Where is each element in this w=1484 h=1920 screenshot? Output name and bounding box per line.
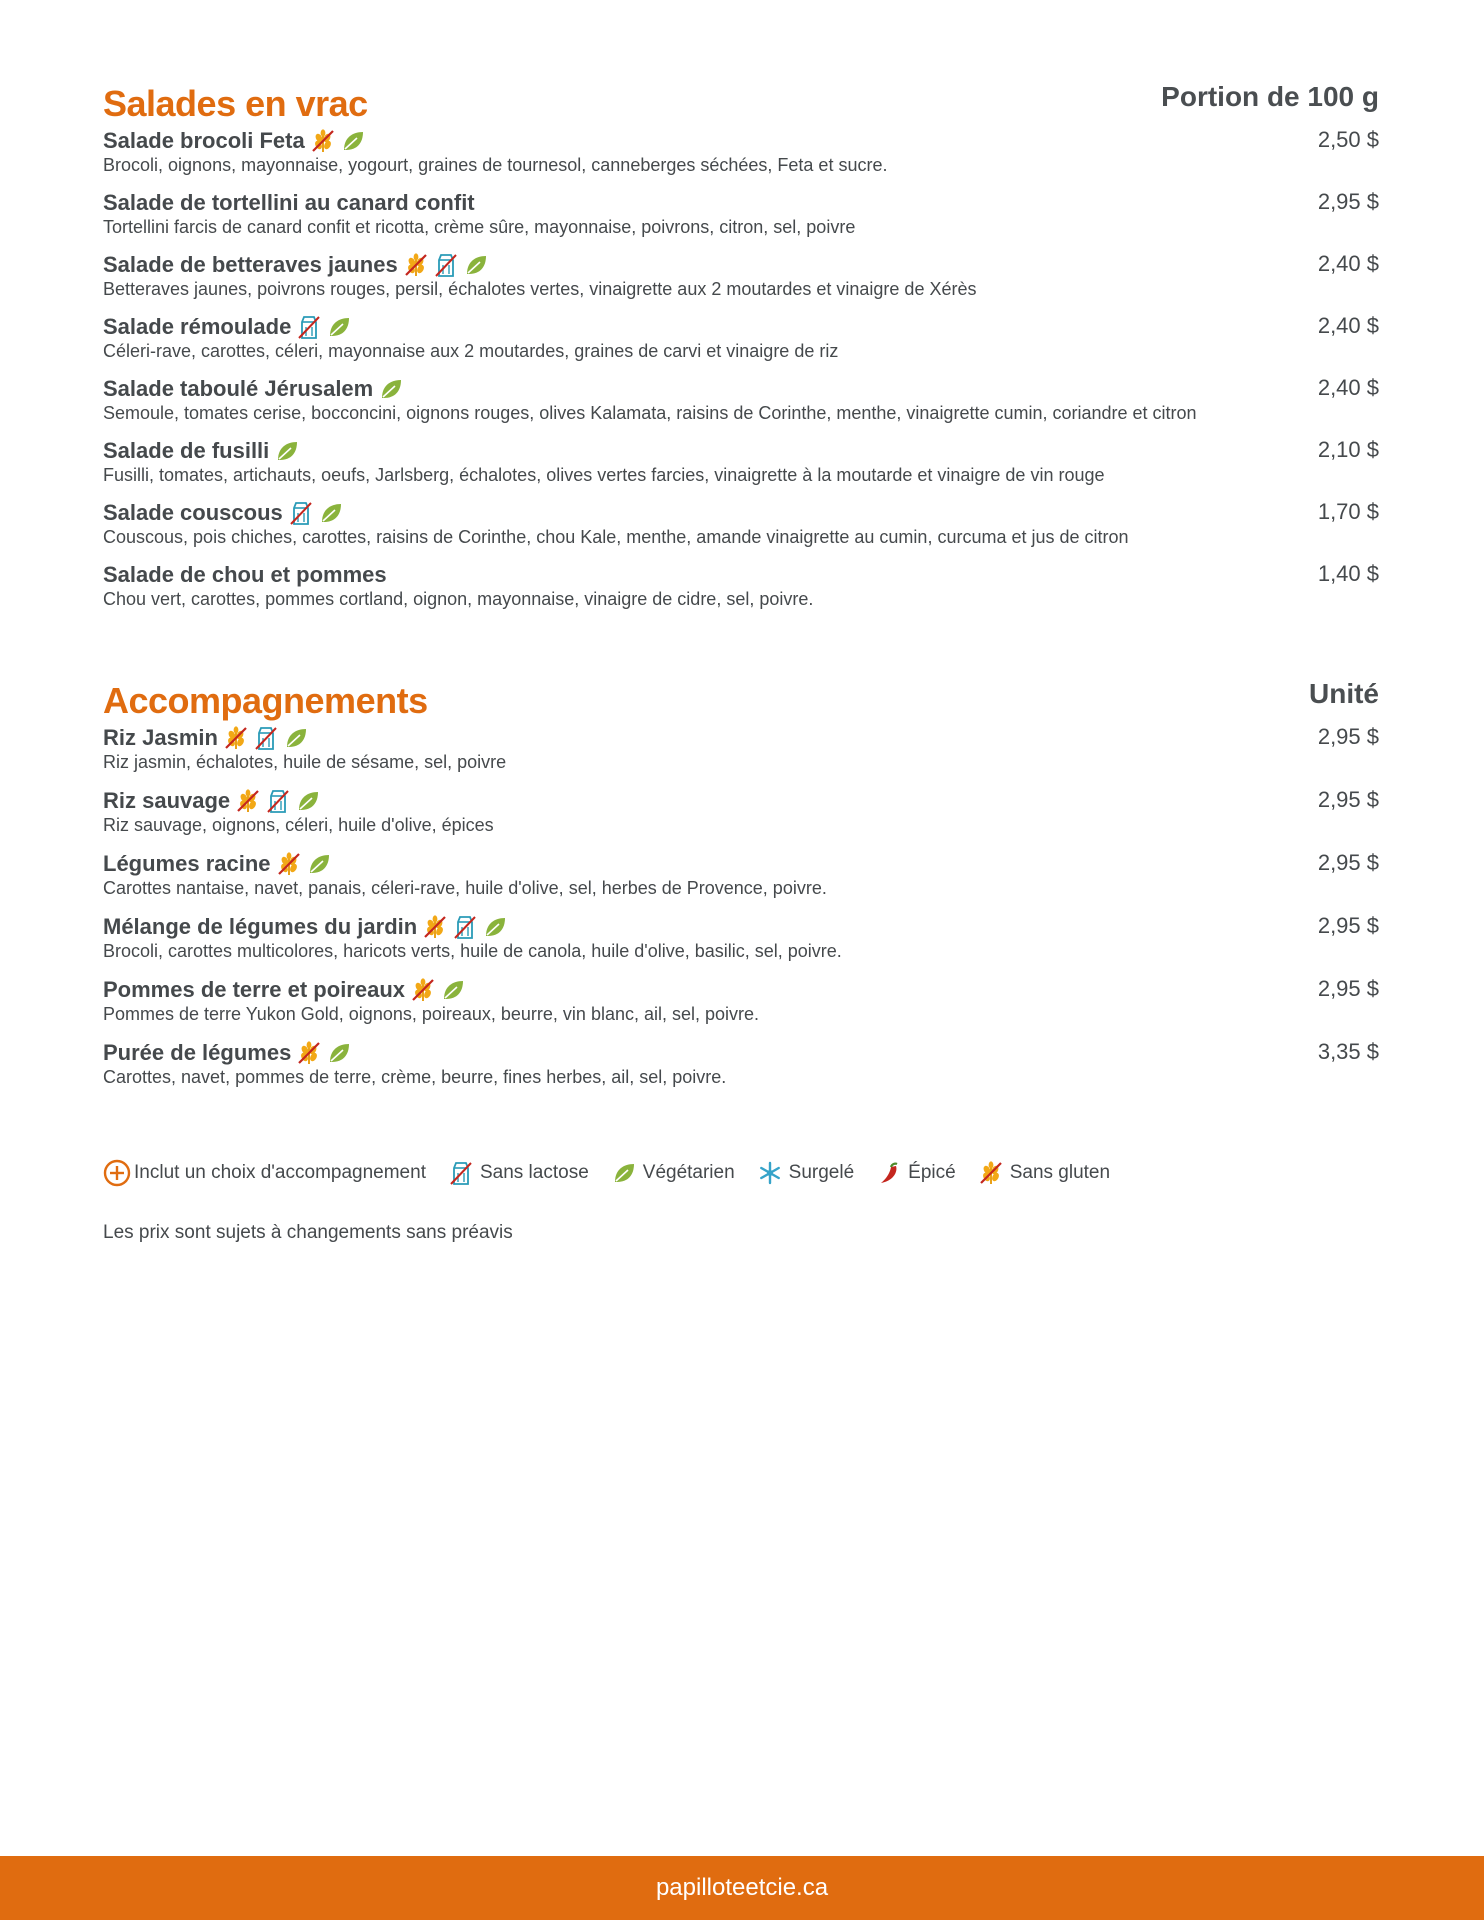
vegetarian-leaf-icon — [306, 851, 332, 877]
sides-header — [103, 680, 1379, 724]
legend-item — [978, 1160, 1110, 1186]
menu-item-name: Salade rémoulade — [103, 314, 292, 339]
side-choice-plus-icon — [103, 1159, 131, 1187]
sides-title: Accompagnements — [103, 680, 428, 721]
menu-item-heading — [103, 787, 1249, 815]
menu-item — [103, 251, 1379, 300]
gluten-free-icon — [978, 1160, 1004, 1186]
menu-item-name: Salade couscous — [103, 500, 283, 525]
menu-item-diet-icons — [296, 1040, 352, 1066]
menu-item — [103, 437, 1379, 486]
menu-item-heading — [103, 561, 1249, 589]
menu-item — [103, 499, 1379, 548]
salads-header — [103, 83, 1379, 127]
menu-item-price: 2,95 $ — [1317, 189, 1379, 214]
menu-item-description: Carottes nantaise, navet, panais, céleri-rave, huile d'olive, sel, herbes de Provence, poivre. — [103, 878, 827, 898]
gluten-free-icon — [310, 128, 336, 154]
vegetarian-leaf-icon — [463, 252, 489, 278]
legend-label: Végétarien — [642, 1162, 735, 1183]
menu-item-diet-icons — [223, 725, 309, 751]
price-notice: Les prix sont sujets à changements sans préavis — [103, 1222, 513, 1243]
menu-item-description: Brocoli, oignons, mayonnaise, yogourt, graines de tournesol, canneberges séchées, Feta et sucre. — [103, 155, 888, 175]
menu-item — [103, 1039, 1379, 1088]
menu-item-diet-icons — [422, 914, 508, 940]
vegetarian-leaf-icon — [283, 725, 309, 751]
menu-item-description: Tortellini farcis de canard confit et ricotta, crème sûre, mayonnaise, poivrons, citron, sel, poivre — [103, 217, 856, 237]
vegetarian-leaf-icon — [326, 1040, 352, 1066]
menu-item-heading — [103, 1039, 1249, 1067]
menu-item — [103, 976, 1379, 1025]
menu-item — [103, 189, 1379, 238]
menu-item-diet-icons — [235, 788, 321, 814]
vegetarian-leaf-icon — [611, 1160, 637, 1186]
legend-item — [611, 1160, 735, 1186]
menu-item-price: 2,95 $ — [1317, 850, 1379, 875]
menu-item-description: Céleri-rave, carottes, céleri, mayonnaise aux 2 moutardes, graines de carvi et vinaigre de riz — [103, 341, 839, 361]
menu-item-description: Carottes, navet, pommes de terre, crème, beurre, fines herbes, ail, sel, poivre. — [103, 1067, 727, 1087]
lactose-free-icon — [296, 314, 322, 340]
menu-item-price: 2,50 $ — [1317, 127, 1379, 152]
menu-item-price: 2,95 $ — [1317, 787, 1379, 812]
menu-item — [103, 561, 1379, 610]
menu-item-price: 1,70 $ — [1317, 499, 1379, 524]
menu-item-heading — [103, 724, 1249, 752]
menu-item — [103, 375, 1379, 424]
menu-item — [103, 913, 1379, 962]
menu-item-price: 2,40 $ — [1317, 375, 1379, 400]
menu-item — [103, 127, 1379, 176]
gluten-free-icon — [235, 788, 261, 814]
lactose-free-icon — [452, 914, 478, 940]
gluten-free-icon — [276, 851, 302, 877]
menu-item-description: Couscous, pois chiches, carottes, raisins de Corinthe, chou Kale, menthe, amande vinaigrette au cumin, curcuma et jus de citron — [103, 527, 1129, 547]
menu-item-diet-icons — [410, 977, 466, 1003]
menu-item — [103, 787, 1379, 836]
menu-item — [103, 850, 1379, 899]
salads-list — [103, 127, 1379, 610]
menu-item-name: Salade de fusilli — [103, 438, 270, 463]
legend-item — [103, 1159, 426, 1187]
sides-section — [103, 680, 1379, 1102]
menu-item-diet-icons — [378, 376, 404, 402]
menu-item-price: 2,40 $ — [1317, 251, 1379, 276]
menu-item — [103, 313, 1379, 362]
menu-item-diet-icons — [276, 851, 332, 877]
legend-label: Épicé — [908, 1162, 956, 1183]
menu-item-description: Pommes de terre Yukon Gold, oignons, poireaux, beurre, vin blanc, ail, sel, poivre. — [103, 1004, 760, 1024]
gluten-free-icon — [296, 1040, 322, 1066]
menu-item-heading — [103, 976, 1249, 1004]
menu-item-name: Riz Jasmin — [103, 725, 218, 750]
icon-legend — [103, 1157, 1132, 1189]
menu-item-name: Riz sauvage — [103, 788, 231, 813]
menu-item-heading — [103, 251, 1249, 279]
menu-item-heading — [103, 499, 1249, 527]
menu-item-diet-icons — [288, 500, 344, 526]
menu-item-name: Salade taboulé Jérusalem — [103, 376, 374, 401]
menu-item-heading — [103, 189, 1249, 217]
legend-label: Sans lactose — [479, 1162, 589, 1183]
spicy-pepper-icon — [876, 1160, 902, 1186]
vegetarian-leaf-icon — [440, 977, 466, 1003]
vegetarian-leaf-icon — [340, 128, 366, 154]
gluten-free-icon — [410, 977, 436, 1003]
menu-item-description: Chou vert, carottes, pommes cortland, oignon, mayonnaise, vinaigre de cidre, sel, poivre. — [103, 589, 814, 609]
footer-bar — [0, 1856, 1484, 1920]
vegetarian-leaf-icon — [295, 788, 321, 814]
menu-item-price: 1,40 $ — [1317, 561, 1379, 586]
sides-unit-label: Unité — [1309, 678, 1379, 709]
menu-item-description: Riz jasmin, échalotes, huile de sésame, sel, poivre — [103, 752, 507, 772]
menu-item-name: Purée de légumes — [103, 1040, 292, 1065]
frozen-snowflake-icon — [757, 1160, 783, 1186]
menu-item — [103, 724, 1379, 773]
menu-item-description: Fusilli, tomates, artichauts, oeufs, Jarlsberg, échalotes, olives vertes farcies, vinaigrette à la moutarde et vinaigre de vin rouge — [103, 465, 1105, 485]
lactose-free-icon — [448, 1160, 474, 1186]
menu-item-diet-icons — [310, 128, 366, 154]
menu-item-diet-icons — [274, 438, 300, 464]
menu-item-heading — [103, 127, 1249, 155]
salads-section — [103, 83, 1379, 623]
gluten-free-icon — [223, 725, 249, 751]
menu-item-diet-icons — [296, 314, 352, 340]
lactose-free-icon — [433, 252, 459, 278]
menu-item-description: Betteraves jaunes, poivrons rouges, persil, échalotes vertes, vinaigrette aux 2 moutardes et vinaigre de Xérès — [103, 279, 977, 299]
legend-label: Sans gluten — [1009, 1162, 1111, 1183]
vegetarian-leaf-icon — [326, 314, 352, 340]
vegetarian-leaf-icon — [482, 914, 508, 940]
gluten-free-icon — [403, 252, 429, 278]
menu-item-heading — [103, 313, 1249, 341]
menu-item-price: 2,40 $ — [1317, 313, 1379, 338]
menu-item-name: Pommes de terre et poireaux — [103, 977, 406, 1002]
lactose-free-icon — [288, 500, 314, 526]
legend-label: Surgelé — [788, 1162, 855, 1183]
salads-unit-label: Portion de 100 g — [1161, 81, 1379, 112]
menu-item-description: Semoule, tomates cerise, bocconcini, oignons rouges, olives Kalamata, raisins de Corinthe, menthe, vinaigrette cumin, coriandre et citron — [103, 403, 1197, 423]
menu-item-diet-icons — [403, 252, 489, 278]
vegetarian-leaf-icon — [274, 438, 300, 464]
legend-item — [876, 1160, 956, 1186]
menu-item-heading — [103, 850, 1249, 878]
menu-item-name: Salade brocoli Feta — [103, 128, 305, 153]
legend-item — [448, 1160, 589, 1186]
gluten-free-icon — [422, 914, 448, 940]
menu-item-heading — [103, 375, 1249, 403]
menu-item-heading — [103, 437, 1249, 465]
menu-item-price: 3,35 $ — [1317, 1039, 1379, 1064]
lactose-free-icon — [265, 788, 291, 814]
lactose-free-icon — [253, 725, 279, 751]
menu-item-price: 2,95 $ — [1317, 976, 1379, 1001]
menu-item-description: Brocoli, carottes multicolores, haricots verts, huile de canola, huile d'olive, basilic, sel, poivre. — [103, 941, 842, 961]
menu-item-heading — [103, 913, 1249, 941]
legend-label: Inclut un choix d'accompagnement — [134, 1162, 426, 1183]
sides-list — [103, 724, 1379, 1088]
menu-item-name: Salade de chou et pommes — [103, 562, 387, 587]
salads-title: Salades en vrac — [103, 83, 368, 124]
vegetarian-leaf-icon — [318, 500, 344, 526]
footer-website-link[interactable]: papilloteetcie.ca — [655, 1874, 829, 1901]
menu-item-name: Légumes racine — [103, 851, 271, 876]
menu-item-price: 2,95 $ — [1317, 724, 1379, 749]
menu-item-name: Salade de betteraves jaunes — [103, 252, 398, 277]
legend-item — [757, 1160, 855, 1186]
menu-item-description: Riz sauvage, oignons, céleri, huile d'olive, épices — [103, 815, 494, 835]
menu-item-price: 2,95 $ — [1317, 913, 1379, 938]
vegetarian-leaf-icon — [378, 376, 404, 402]
menu-item-name: Salade de tortellini au canard confit — [103, 190, 475, 215]
menu-item-price: 2,10 $ — [1317, 437, 1379, 462]
menu-item-name: Mélange de légumes du jardin — [103, 914, 418, 939]
